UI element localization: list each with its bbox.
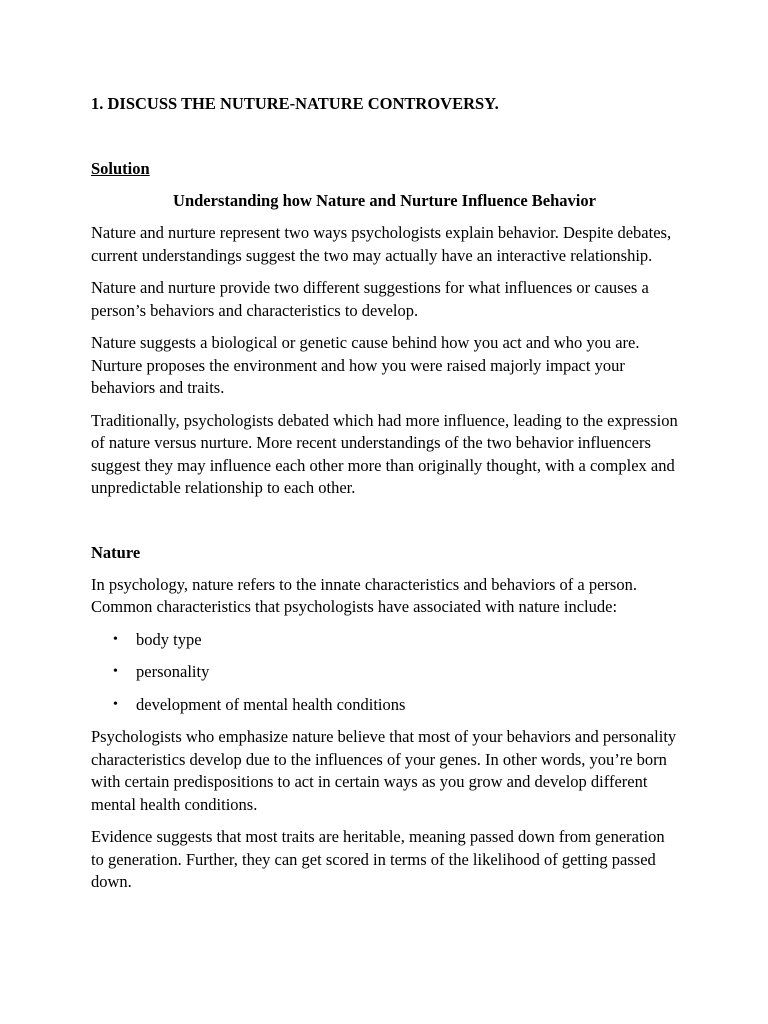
- nature-heading: Nature: [91, 542, 141, 562]
- intro-paragraph-2: Nature and nurture provide two different suggestions for what influences or causes a person’s behaviors and characteristics to develop.: [91, 278, 649, 320]
- list-item: [91, 694, 678, 717]
- nature-intro-paragraph: In psychology, nature refers to the innate characteristics and behaviors of a person. Common characteristics that psychologists have associated with nature include:: [91, 574, 637, 616]
- intro-paragraph-1: Nature and nurture represent two ways psychologists explain behavior. Despite debates, current understandings suggest the two may actually have an interactive relationship.: [91, 223, 672, 265]
- list-item-text: body type: [136, 629, 202, 649]
- list-item-text: development of mental health conditions: [136, 694, 406, 714]
- bullet-icon: •: [113, 664, 118, 679]
- list-item-text: personality: [136, 662, 210, 681]
- bullet-icon: •: [113, 696, 118, 712]
- intro-paragraph-3: Nature suggests a biological or genetic cause behind how you act and who you are. Nurture proposes the environment and how you were raised majorly impact your behaviors and traits.: [91, 333, 640, 397]
- list-item: [91, 629, 678, 652]
- bullet-icon: •: [113, 631, 118, 647]
- intro-paragraph-4: Traditionally, psychologists debated which had more influence, leading to the expression of nature versus nurture. More recent understandings of the two behavior influencers suggest they may influence each other more than originally thought, with a complex and unpredictable relationship to each other.: [91, 410, 678, 497]
- nature-paragraph-2: Evidence suggests that most traits are heritable, meaning passed down from generation to generation. Further, they can get scored in terms of the likelihood of getting passed down.: [91, 827, 665, 891]
- section-title: Understanding how Nature and Nurture Influence Behavior: [173, 191, 596, 210]
- nature-paragraph-1: Psychologists who emphasize nature believe that most of your behaviors and personality characteristics develop due to the influences of your genes. In other words, you’re born with certain predispositions to act in certain ways as you grow and develop different mental health conditions.: [91, 727, 677, 814]
- solution-label: Solution: [91, 159, 150, 178]
- nature-characteristics-list: [91, 629, 678, 717]
- question-heading: 1. DISCUSS THE NUTURE-NATURE CONTROVERSY.: [91, 94, 499, 113]
- document-body: [91, 158, 678, 904]
- list-item: [91, 661, 678, 684]
